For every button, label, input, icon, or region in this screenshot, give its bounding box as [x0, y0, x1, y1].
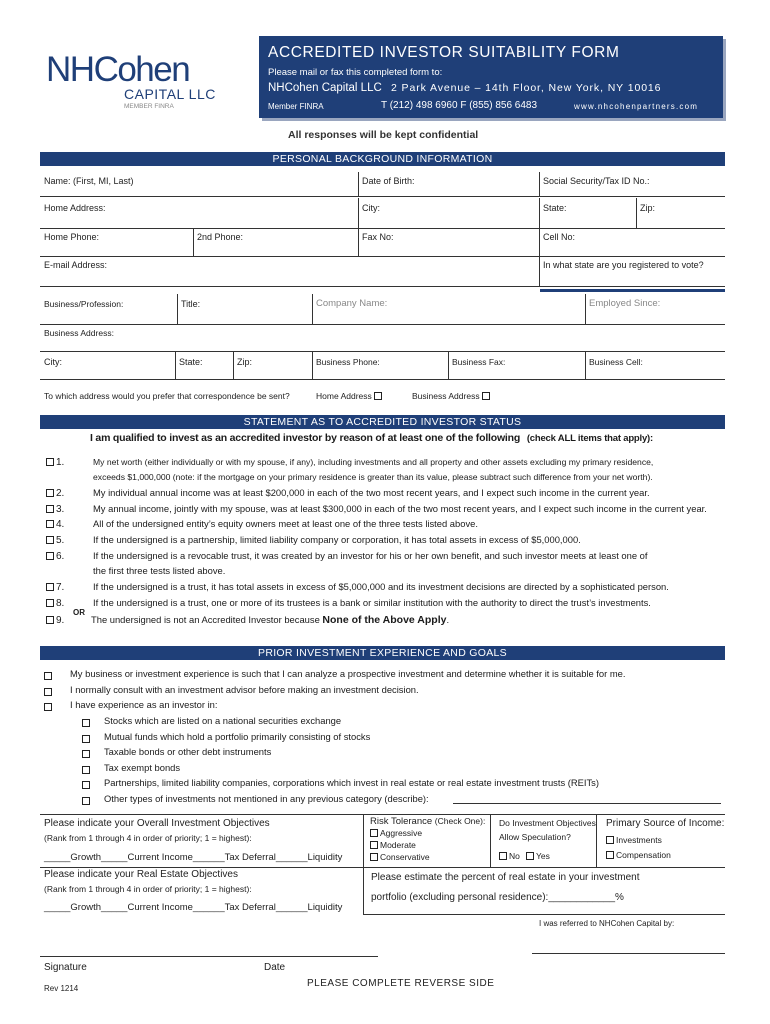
statement-item-number: 2.	[56, 488, 65, 499]
home-address-option[interactable]	[316, 391, 384, 401]
statement-item-text: If the undersigned is a revocable trust, it was created by an investor for his or her own benefit, and such investor meets at least one of	[93, 550, 648, 561]
name-label: Name: (First, MI, Last)	[44, 176, 134, 186]
risk-tolerance-title	[370, 816, 485, 827]
vote-state-label: In what state are you registered to vote?	[543, 260, 704, 270]
re-percent-line1: Please estimate the percent of real estate in your investment	[371, 872, 640, 883]
experience-item-text: Tax exempt bonds	[104, 762, 181, 773]
ssn-label: Social Security/Tax ID No.:	[543, 176, 650, 186]
statement-checkbox[interactable]	[46, 458, 54, 466]
statement-item-number: 6.	[56, 551, 65, 562]
overall-rank-note: (Rank from 1 through 4 in order of priority; 1 = highest):	[44, 833, 252, 843]
divider	[177, 294, 178, 324]
confidential-note: All responses will be kept confidential	[288, 129, 479, 141]
prior-checkbox[interactable]	[44, 686, 54, 697]
statement-lead: I am qualified to invest as an accredited investor by reason of at least one of the following	[90, 432, 521, 444]
company-name-label: Company Name:	[316, 298, 388, 309]
divider	[233, 351, 234, 379]
experience-item-text: Mutual funds which hold a portfolio primarily consisting of stocks	[104, 731, 371, 742]
risk-checkbox[interactable]	[370, 853, 378, 861]
or-label: OR	[73, 608, 85, 617]
statement-item-text: All of the undersigned entity’s equity owners meet at least one of the three tests listed above.	[93, 518, 478, 529]
speculation-yes[interactable]	[526, 851, 550, 861]
field-line	[40, 286, 725, 287]
risk-option[interactable]	[370, 840, 416, 850]
statement-lead-note: (check ALL items that apply):	[526, 433, 653, 444]
income-option-label: Compensation	[616, 850, 671, 860]
risk-option-label: Conservative	[380, 852, 430, 862]
section-personal-heading: PERSONAL BACKGROUND INFORMATION	[40, 152, 725, 166]
speculation-yes-checkbox[interactable]	[526, 852, 534, 860]
statement-item-8-checkbox-row[interactable]	[46, 582, 64, 593]
business-address-option[interactable]	[412, 391, 492, 401]
divider	[585, 294, 586, 324]
divider	[539, 198, 540, 228]
item-9-number: 9.	[56, 615, 65, 626]
item-9[interactable]	[46, 615, 64, 626]
divider	[312, 294, 313, 324]
signature-line[interactable]	[40, 956, 378, 957]
divider	[175, 351, 176, 379]
statement-item-4-checkbox-row[interactable]	[46, 519, 64, 530]
statement-item-6-checkbox-row[interactable]	[46, 551, 64, 562]
field-line	[40, 351, 725, 352]
business-cell-label: Business Cell:	[589, 357, 643, 367]
signature-label: Signature	[44, 962, 87, 973]
overall-ranking-line[interactable]: _____Growth_____Current Income______Tax Deferral______Liquidity	[44, 852, 343, 863]
email-label: E-mail Address:	[44, 260, 108, 270]
item-9-checkbox[interactable]	[46, 616, 54, 624]
re-rank-note: (Rank from 1 through 4 in order of priority; 1 = highest):	[44, 884, 252, 894]
section-divider	[540, 289, 725, 292]
risk-note: (Check One):	[434, 816, 486, 826]
header-phones: T (212) 498 6960 F (855) 856 6483	[381, 100, 538, 111]
fax-label: Fax No:	[362, 232, 394, 242]
business-city-label: City:	[44, 357, 62, 367]
state-label: State:	[543, 203, 567, 213]
section-statement-heading: STATEMENT AS TO ACCREDITED INVESTOR STATUS	[40, 415, 725, 429]
field-line	[40, 196, 725, 197]
divider	[585, 351, 586, 379]
objectives-divider	[363, 814, 364, 868]
statement-item-text: If the undersigned is a trust, it has total assets in excess of $5,000,000 and its investment decisions are directed by a sophisticated person.	[93, 581, 669, 592]
rev-label: Rev 1214	[44, 984, 79, 993]
zip-label: Zip:	[640, 203, 656, 213]
home-address-label: Home Address:	[44, 203, 106, 213]
company-address: 2 Park Avenue – 14th Floor, New York, NY 10016	[391, 82, 662, 94]
describe-line	[453, 803, 721, 804]
experience-item-text: Stocks which are listed on a national securities exchange	[104, 715, 342, 726]
business-phone-label: Business Phone:	[316, 357, 380, 367]
statement-checkbox[interactable]	[46, 552, 54, 560]
experience-item-text: Partnerships, limited liability companies, corporations which invest in real estate or real estate investment trusts (REITs)	[104, 777, 599, 788]
speculation-yes-label: Yes	[536, 851, 550, 861]
home-address-option-label: Home Address	[316, 391, 372, 401]
statement-item-text: exceeds $1,000,000 (note: if the mortgage on your primary residence is greater than its value, please subtract such difference from your net worth).	[93, 472, 653, 482]
divider	[312, 351, 313, 379]
statement-item-text: My annual income, jointly with my spouse, was at least $300,000 in each of the two most recent years, and I expect such income in the current year.	[93, 503, 707, 514]
field-line	[40, 228, 725, 229]
statement-checkbox[interactable]	[46, 599, 54, 607]
logo-capital: CAPITAL LLC	[124, 86, 216, 102]
speculation-no-checkbox[interactable]	[499, 852, 507, 860]
experience-checkbox[interactable]	[82, 779, 92, 790]
statement-item-number: 8.	[56, 598, 65, 609]
statement-checkbox[interactable]	[46, 536, 54, 544]
risk-checkbox[interactable]	[370, 841, 378, 849]
statement-item-0-checkbox-row[interactable]	[46, 457, 64, 468]
prior-checkbox[interactable]	[44, 670, 54, 681]
divider	[193, 228, 194, 256]
logo-nh: NH	[46, 50, 94, 89]
statement-item-text: My individual annual income was at least $200,000 in each of the two most recent years, and I expect such income in the current year.	[93, 487, 650, 498]
header-member: Member FINRA	[268, 102, 324, 111]
income-checkbox[interactable]	[606, 851, 614, 859]
business-label: Business/Profession:	[44, 299, 124, 309]
experience-checkbox[interactable]	[82, 764, 92, 775]
objectives-mid-line	[40, 867, 725, 868]
prior-item-text: My business or investment experience is such that I can analyze a prospective investment and determine whether it is suitable for me.	[70, 668, 626, 679]
date-label: Date	[264, 962, 286, 973]
cell-label: Cell No:	[543, 232, 576, 242]
business-zip-label: Zip:	[237, 357, 253, 367]
referred-line[interactable]	[532, 953, 725, 954]
divider	[448, 351, 449, 379]
re-objectives-title: Please indicate your Real Estate Objectives	[44, 869, 238, 880]
objectives-divider	[596, 814, 597, 868]
item-9-text: The undersigned is not an Accredited Investor because	[91, 614, 320, 625]
business-state-label: State:	[179, 357, 203, 367]
prior-checkbox[interactable]	[44, 701, 54, 712]
risk-option[interactable]	[370, 852, 430, 862]
experience-checkbox[interactable]	[82, 748, 92, 759]
business-address-option-label: Business Address	[412, 391, 480, 401]
logo-member: MEMBER FINRA	[124, 103, 174, 110]
speculation-title: Do Investment Objectives	[499, 818, 596, 828]
statement-item-number: 1.	[56, 457, 65, 468]
header-website: www.nhcohenpartners.com	[574, 102, 699, 111]
re-ranking-line[interactable]: _____Growth_____Current Income______Tax Deferral______Liquidity	[44, 902, 343, 913]
experience-checkbox[interactable]	[82, 733, 92, 744]
overall-objectives-title: Please indicate your Overall Investment Objectives	[44, 818, 270, 829]
speculation-no[interactable]	[499, 851, 520, 861]
experience-checkbox[interactable]	[82, 795, 92, 806]
employed-since-label: Employed Since:	[589, 298, 661, 309]
re-divider	[363, 867, 364, 915]
statement-item-9-checkbox-row[interactable]	[46, 598, 64, 609]
field-line	[40, 256, 725, 257]
dob-label: Date of Birth:	[362, 176, 415, 186]
statement-item-2-checkbox-row[interactable]	[46, 488, 64, 499]
statement-checkbox[interactable]	[46, 489, 54, 497]
statement-item-text: My net worth (either individually or with my spouse, if any), including investments and all property and other assets excluding my primary residence,	[93, 457, 654, 467]
statement-item-5-checkbox-row[interactable]	[46, 535, 64, 546]
prior-item-text: I have experience as an investor in:	[70, 699, 218, 710]
speculation-no-label: No	[509, 851, 520, 861]
income-option[interactable]	[606, 835, 662, 845]
divider	[358, 172, 359, 196]
phone2-label: 2nd Phone:	[197, 232, 244, 242]
income-checkbox[interactable]	[606, 836, 614, 844]
company-logo	[46, 52, 236, 112]
field-line	[40, 324, 725, 325]
home-address-checkbox[interactable]	[374, 392, 382, 400]
reverse-side-note: PLEASE COMPLETE REVERSE SIDE	[307, 978, 495, 989]
income-source-title: Primary Source of Income:	[606, 818, 725, 829]
business-address-label: Business Address:	[44, 328, 114, 338]
statement-checkbox[interactable]	[46, 505, 54, 513]
statement-checkbox[interactable]	[46, 520, 54, 528]
title-label: Title:	[181, 299, 201, 309]
risk-title: Risk Tolerance	[370, 816, 433, 827]
statement-item-text: If the undersigned is a trust, one or more of its trustees is a bank or similar institution with the authority to direct the trust’s investments.	[93, 597, 651, 608]
statement-item-number: 7.	[56, 582, 65, 593]
statement-item-number: 5.	[56, 535, 65, 546]
prior-item-text: I normally consult with an investment advisor before making an investment decision.	[70, 684, 419, 695]
experience-checkbox[interactable]	[82, 717, 92, 728]
divider	[539, 228, 540, 256]
objectives-divider	[490, 814, 491, 868]
risk-checkbox[interactable]	[370, 829, 378, 837]
logo-cohen: Cohen	[93, 50, 190, 89]
home-phone-label: Home Phone:	[44, 232, 100, 242]
statement-item-number: 3.	[56, 504, 65, 515]
divider	[358, 228, 359, 256]
income-option-label: Investments	[616, 835, 662, 845]
referred-label: I was referred to NHCohen Capital by:	[539, 919, 675, 928]
field-line	[40, 379, 725, 380]
divider	[539, 172, 540, 196]
item-9-bold: None of the Above Apply	[322, 614, 447, 626]
business-address-checkbox[interactable]	[482, 392, 490, 400]
statement-item-3-checkbox-row[interactable]	[46, 504, 64, 515]
divider	[539, 256, 540, 286]
mail-instruction: Please mail or fax this completed form to:	[268, 67, 443, 78]
risk-option[interactable]	[370, 828, 422, 838]
statement-checkbox[interactable]	[46, 583, 54, 591]
objectives-top-line	[40, 814, 725, 815]
divider	[358, 198, 359, 228]
statement-item-text: the first three tests listed above.	[93, 565, 226, 576]
speculation-title2: Allow Speculation?	[499, 832, 571, 842]
re-bottom-line	[363, 914, 725, 915]
correspondence-question: To which address would you prefer that correspondence be sent?	[44, 391, 290, 401]
city-label: City:	[362, 203, 380, 213]
statement-item-text: If the undersigned is a partnership, limited liability company or corporation, it has total assets in excess of $5,000,000.	[93, 534, 581, 545]
divider	[636, 198, 637, 228]
re-percent-line2[interactable]: portfolio (excluding personal residence):____________%	[371, 892, 624, 903]
company-name: NHCohen Capital LLC	[268, 82, 382, 94]
business-fax-label: Business Fax:	[452, 357, 506, 367]
section-prior-heading: PRIOR INVESTMENT EXPERIENCE AND GOALS	[40, 646, 725, 660]
experience-item-text: Taxable bonds or other debt instruments	[104, 746, 272, 757]
risk-option-label: Aggressive	[380, 828, 423, 838]
statement-item-number: 4.	[56, 519, 65, 530]
experience-item-text: Other types of investments not mentioned in any previous category (describe):	[104, 793, 429, 804]
risk-option-label: Moderate	[380, 840, 416, 850]
header-banner	[259, 36, 723, 118]
form-title: ACCREDITED INVESTOR SUITABILITY FORM	[268, 44, 620, 61]
income-option[interactable]	[606, 850, 671, 860]
